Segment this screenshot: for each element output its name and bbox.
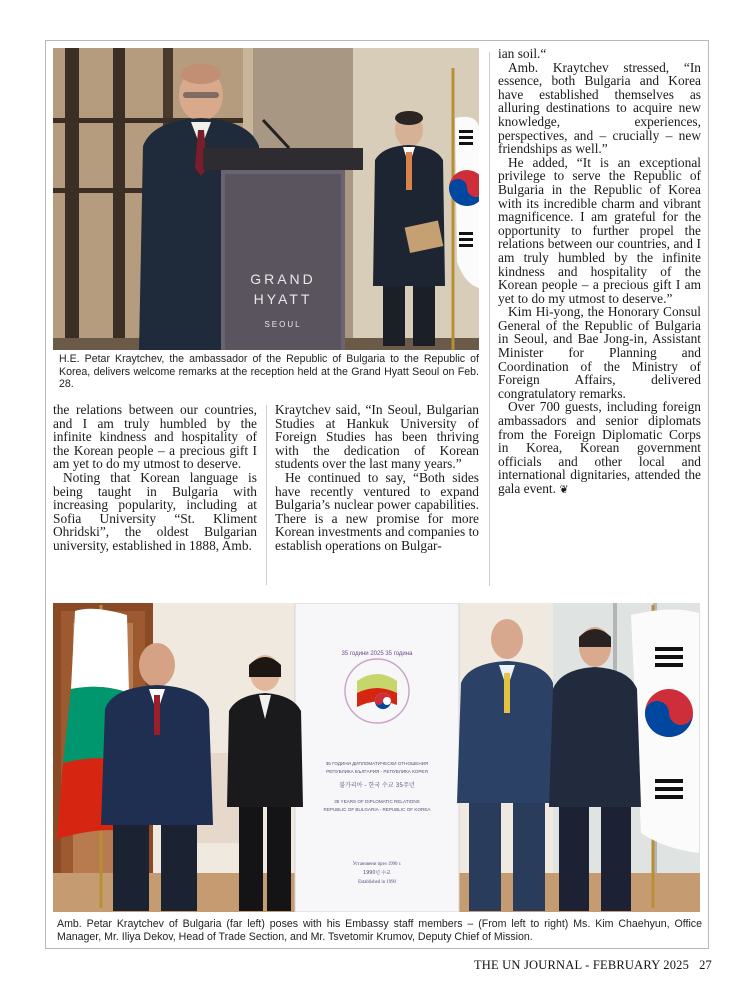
paragraph <box>498 400 701 497</box>
banner-ring-text: 35 години 2025 35 година <box>341 651 413 657</box>
banner-text-en-2: REPUBLIC OF BULGARIA - REPUBLIC OF KOREA <box>323 807 431 812</box>
banner-text-bg-1: 35 ГОДИНИ ДИПЛОМАТИЧЕСКИ ОТНОШЕНИЯ <box>325 761 429 766</box>
article-column-middle <box>275 403 479 553</box>
publication-title: THE UN JOURNAL - FEBRUARY 2025 <box>473 958 690 972</box>
article-column-right <box>498 47 701 498</box>
paragraph: Kim Hi-yong, the Honorary Consul General of the Republic of Bulgaria in Seoul, and Bae Jong-in, Assistant Minister for Planning and Coordination of the Ministry of Foreign Affairs, delivered congratulatory remarks. <box>498 304 701 401</box>
banner-est-bg: Установени през 1990 г. <box>352 862 402 867</box>
column-divider <box>489 52 490 586</box>
caption-top: H.E. Petar Kraytchev, the ambassador of the Republic of Bulgaria to the Republic of Korea, delivers welcome remarks at the reception held at the Grand Hyatt Seoul on Feb. 28. <box>59 353 479 391</box>
paragraph: He added, “It is an exceptional privilege to serve the Republic of Bulgaria in the Republic of Korea with its incredible charm and vibrant magnificence. I am grateful for the opportunity to further propel the relations between our countries, and I am truly humbled by the infinite kindness and hospitality of the Korean people – a precious gift I am yet to do my utmost to deserve.” <box>498 154 701 306</box>
paragraph: Noting that Korean language is being taught in Bulgaria with increasing popularity, including at Sofia University “St. Kliment Ohridski”, the oldest Bulgarian university, established in 1888, Amb. <box>53 469 257 553</box>
photo-embassy-staff <box>53 603 700 912</box>
column-divider <box>266 405 267 585</box>
banner-est-ko: 1990년 수교 <box>363 871 391 876</box>
page-footer <box>474 958 712 973</box>
banner-text-ko: 불가리아 - 한국 수교 35주년 <box>339 782 415 789</box>
banner-text-bg-2: РЕПУБЛИКА БЪЛГАРИЯ - РЕПУБЛИКА КОРЕЯ <box>326 769 428 774</box>
paragraph: ian soil.“ <box>498 46 547 61</box>
photo-ambassador-speech <box>53 48 479 350</box>
article-column-left <box>53 403 257 553</box>
end-mark-icon: ❦ <box>559 484 569 496</box>
podium-text-grand: GRAND <box>250 271 316 287</box>
paragraph: Amb. Kraytchev stressed, “In essence, both Bulgaria and Korea have established themselves as alluring destinations to acquire new knowledge, experiences, perspectives, and – crucially – new friendships as well.” <box>498 59 701 157</box>
page-number: 27 <box>699 958 712 972</box>
podium-text-seoul: SEOUL <box>264 320 302 329</box>
caption-bottom: Amb. Petar Kraytchev of Bulgaria (far left) poses with his Embassy staff members – (From left to right) Ms. Kim Chaehyun, Office Manager, Mr. Iliya Dekov, Head of Trade Section, and Mr. Tsvetomir Krumov, Deputy Chief of Mission. <box>57 918 702 943</box>
banner-text-en-1: 35 YEARS OF DIPLOMATIC RELATIONS <box>334 799 420 804</box>
paragraph: He continued to say, “Both sides have recently ventured to expand Bulgaria’s nuclear power capabilities. There is a new promise for more Korean investments and companies to establish operations on Bulgar- <box>275 469 479 553</box>
banner-est-en: Established in 1990 <box>358 880 396 885</box>
paragraph: Kraytchev said, “In Seoul, Bulgarian Studies at Hankuk University of Foreign Studies has been thriving with the dedication of Korean students over the last many years.” <box>275 402 479 472</box>
podium-text-hyatt: HYATT <box>253 291 313 307</box>
paragraph-text: Over 700 guests, including foreign ambassadors and senior diplomats from the Foreign Diplomatic Corps in Korea, Korean government officials and other local and international dignitaries, attended the gala event. <box>498 399 701 496</box>
paragraph: the relations between our countries, and I am truly humbled by the infinite kindness and hospitality of the Korean people – a precious gift I am yet to do my utmost to deserve. <box>53 402 257 472</box>
